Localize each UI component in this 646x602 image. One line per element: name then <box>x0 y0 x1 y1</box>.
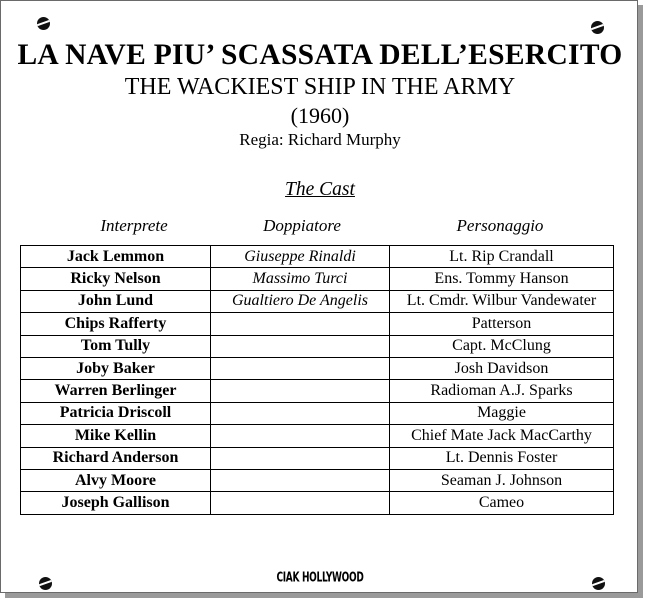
actor-cell: John Lund <box>21 290 211 312</box>
table-row <box>21 335 614 357</box>
screw-icon <box>591 21 604 34</box>
character-cell: Lt. Dennis Foster <box>390 447 614 469</box>
director-credit: Regia: Richard Murphy <box>239 130 401 149</box>
voice-actor-cell <box>211 425 390 447</box>
cast-table <box>20 245 614 515</box>
voice-actor-cell: Massimo Turci <box>211 268 390 290</box>
table-row <box>21 425 614 447</box>
character-cell: Lt. Rip Crandall <box>390 246 614 268</box>
cast-heading: The Cast <box>285 179 355 200</box>
table-row <box>21 313 614 335</box>
table-row <box>21 469 614 491</box>
actor-cell: Richard Anderson <box>21 447 211 469</box>
voice-actor-cell <box>211 380 390 402</box>
character-cell: Capt. McClung <box>390 335 614 357</box>
actor-cell: Mike Kellin <box>21 425 211 447</box>
table-row <box>21 246 614 268</box>
character-cell: Radioman A.J. Sparks <box>390 380 614 402</box>
actor-cell: Alvy Moore <box>21 469 211 491</box>
table-row <box>21 357 614 379</box>
character-cell: Cameo <box>390 492 614 514</box>
table-row <box>21 447 614 469</box>
voice-actor-cell <box>211 313 390 335</box>
english-title: THE WACKIEST SHIP IN THE ARMY <box>124 74 516 100</box>
actor-cell: Tom Tully <box>21 335 211 357</box>
actor-cell: Joseph Gallison <box>21 492 211 514</box>
italian-title: LA NAVE PIU’ SCASSATA DELL’ESERCITO <box>17 39 623 71</box>
actor-cell: Joby Baker <box>21 357 211 379</box>
actor-cell: Ricky Nelson <box>21 268 211 290</box>
screw-icon <box>37 17 50 30</box>
character-cell: Seaman J. Johnson <box>390 469 614 491</box>
voice-actor-cell <box>211 335 390 357</box>
table-row <box>21 268 614 290</box>
character-cell: Josh Davidson <box>390 357 614 379</box>
voice-actor-cell: Gualtiero De Angelis <box>211 290 390 312</box>
cast-table-body <box>21 246 614 515</box>
character-cell: Maggie <box>390 402 614 424</box>
voice-actor-cell <box>211 447 390 469</box>
column-header-voice: Doppiatore <box>263 216 341 235</box>
actor-cell: Warren Berlinger <box>21 380 211 402</box>
actor-cell: Chips Rafferty <box>21 313 211 335</box>
ciak-hollywood-logo: CIAK HOLLYWOOD <box>276 571 364 586</box>
column-header-actor: Interprete <box>100 216 168 235</box>
character-cell: Lt. Cmdr. Wilbur Vandewater <box>390 290 614 312</box>
voice-actor-cell: Giuseppe Rinaldi <box>211 246 390 268</box>
character-cell: Ens. Tommy Hanson <box>390 268 614 290</box>
voice-actor-cell <box>211 357 390 379</box>
column-header-character: Personaggio <box>456 216 544 235</box>
release-year: (1960) <box>290 103 350 128</box>
table-row <box>21 402 614 424</box>
voice-actor-cell <box>211 469 390 491</box>
actor-cell: Patricia Driscoll <box>21 402 211 424</box>
actor-cell: Jack Lemmon <box>21 246 211 268</box>
voice-actor-cell <box>211 402 390 424</box>
table-row <box>21 290 614 312</box>
character-cell: Patterson <box>390 313 614 335</box>
character-cell: Chief Mate Jack MacCarthy <box>390 425 614 447</box>
table-row <box>21 492 614 514</box>
table-row <box>21 380 614 402</box>
voice-actor-cell <box>211 492 390 514</box>
